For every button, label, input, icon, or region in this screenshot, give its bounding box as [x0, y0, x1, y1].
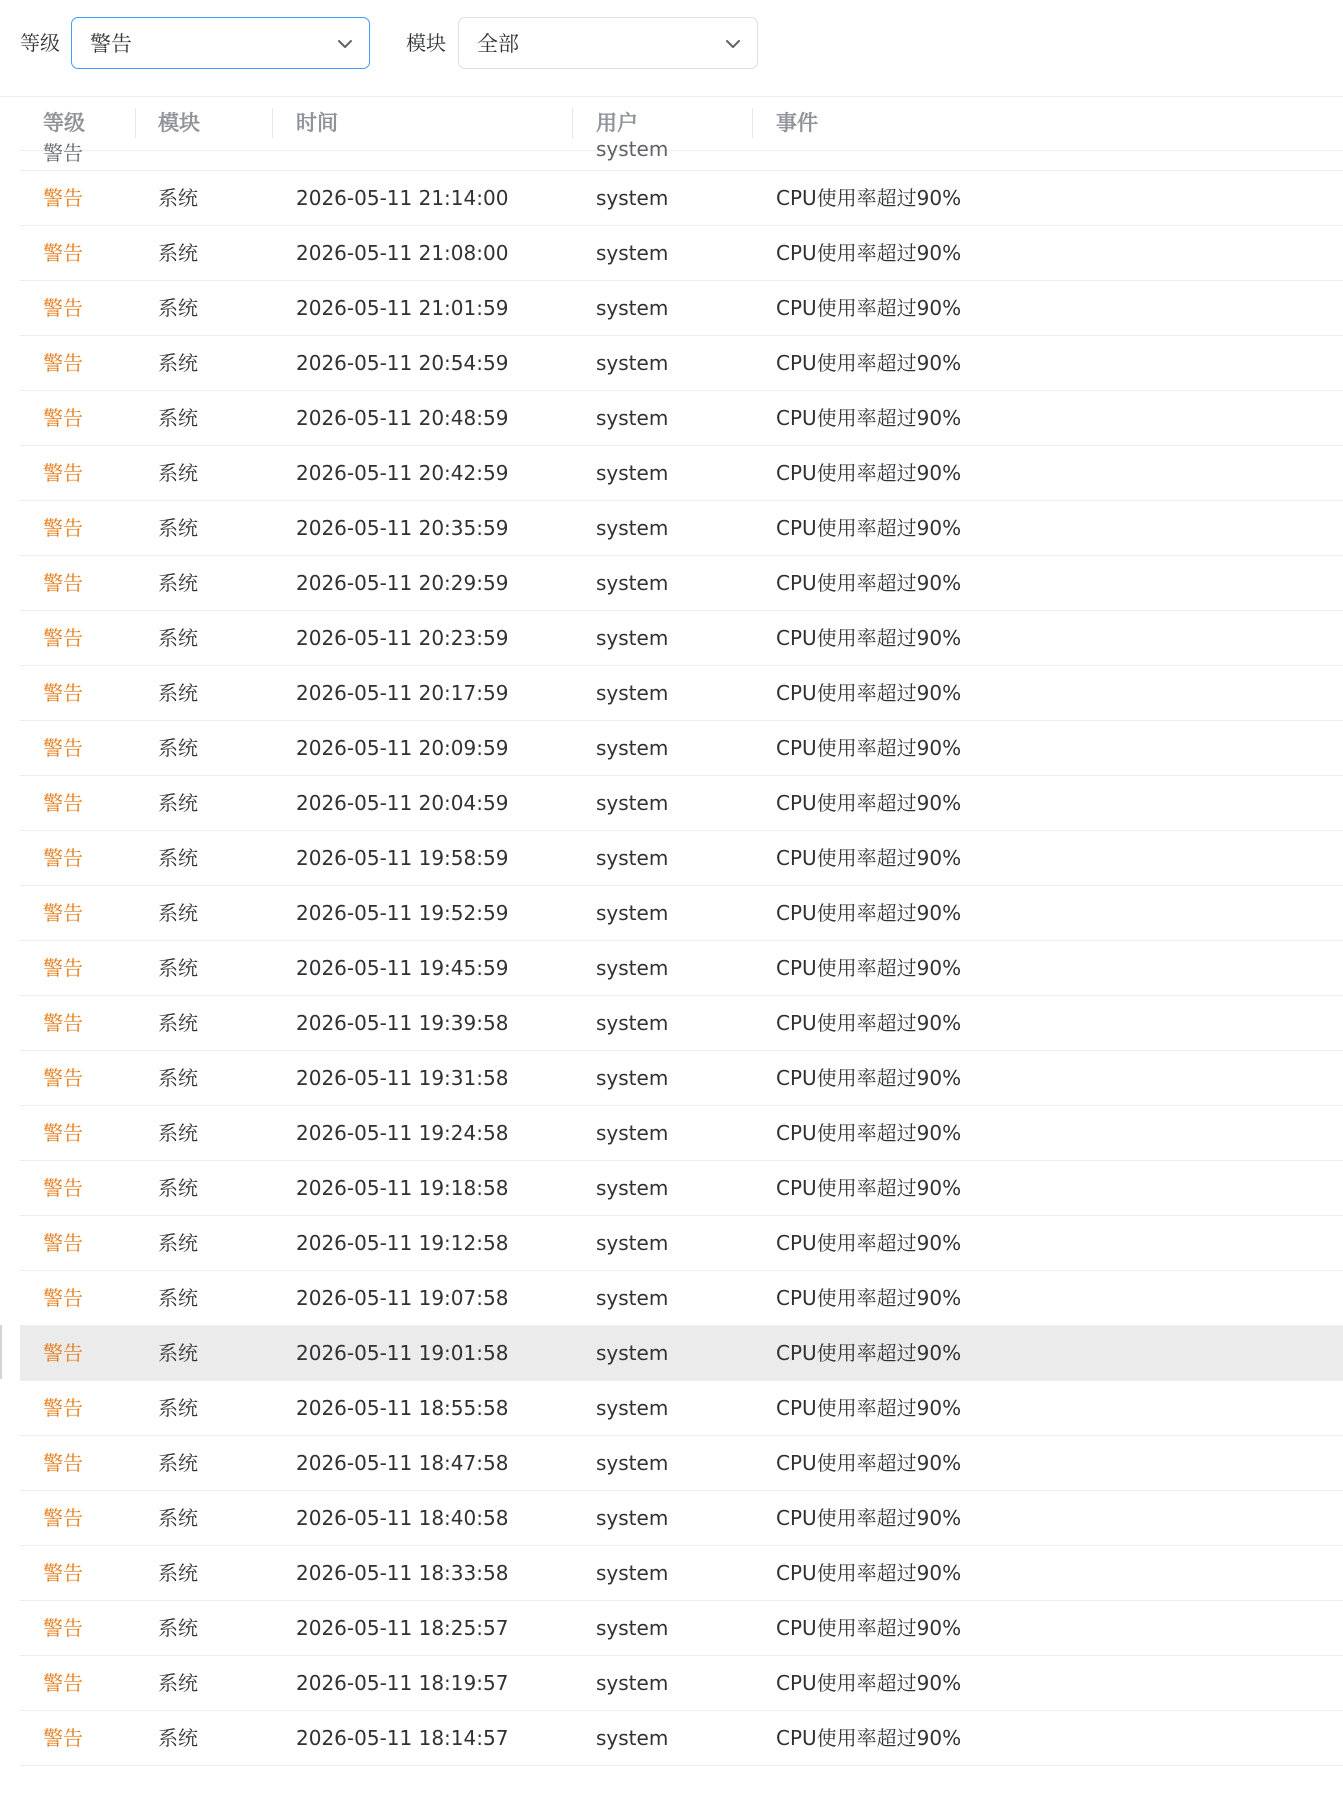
user-cell: system	[596, 1231, 669, 1255]
module-cell: 系统	[158, 736, 198, 760]
user-cell: system	[596, 956, 669, 980]
table-row[interactable]	[20, 776, 1343, 831]
time-cell: 2026-05-11 18:47:58	[296, 1451, 509, 1475]
time-cell: 2026-05-11 19:12:58	[296, 1231, 509, 1255]
user-cell: system	[596, 1506, 669, 1530]
event-cell: CPU使用率超过90%	[776, 1506, 962, 1530]
table-row[interactable]	[20, 336, 1343, 391]
time-cell: 2026-05-11 19:58:59	[296, 846, 509, 870]
table-row[interactable]	[20, 446, 1343, 501]
time-cell: 2026-05-11 19:18:58	[296, 1176, 509, 1200]
user-cell: system	[596, 1451, 669, 1475]
table-row[interactable]	[20, 611, 1343, 666]
table-row[interactable]	[20, 501, 1343, 556]
module-cell: 系统	[158, 1506, 198, 1530]
module-cell: 系统	[158, 296, 198, 320]
module-cell: 系统	[158, 1451, 198, 1475]
time-cell: 2026-05-11 20:23:59	[296, 626, 509, 650]
table-row[interactable]	[20, 666, 1343, 721]
event-cell: CPU使用率超过90%	[776, 406, 962, 430]
module-cell: 系统	[158, 1726, 198, 1750]
table-row[interactable]	[20, 886, 1343, 941]
level-cell: 警告	[43, 901, 83, 925]
module-cell: 系统	[158, 791, 198, 815]
level-cell: 警告	[43, 406, 83, 430]
column-resize-handle[interactable]	[272, 108, 273, 138]
table-header	[20, 96, 1343, 151]
table-row[interactable]	[20, 996, 1343, 1051]
module-cell: 系统	[158, 1176, 198, 1200]
time-cell: 2026-05-11 20:54:59	[296, 351, 509, 375]
user-cell: system	[596, 1121, 669, 1145]
module-cell: 系统	[158, 1011, 198, 1035]
table-row[interactable]	[20, 1546, 1343, 1601]
filter-bar	[0, 0, 1343, 92]
time-cell: 2026-05-11 18:55:58	[296, 1396, 509, 1420]
event-cell: CPU使用率超过90%	[776, 1011, 962, 1035]
user-cell: system	[596, 1396, 669, 1420]
user-cell: system	[596, 736, 669, 760]
user-cell: system	[596, 791, 669, 815]
user-cell: system	[596, 296, 669, 320]
level-cell: 警告	[43, 846, 83, 870]
module-cell: 系统	[158, 1231, 198, 1255]
user-cell: system	[596, 1286, 669, 1310]
column-resize-handle[interactable]	[752, 108, 753, 138]
table-row-partial	[20, 137, 1343, 171]
level-cell: 警告	[43, 1121, 83, 1145]
time-cell: 2026-05-11 20:42:59	[296, 461, 509, 485]
module-cell: 系统	[158, 406, 198, 430]
event-cell: CPU使用率超过90%	[776, 296, 962, 320]
row-hover-indicator	[0, 1325, 2, 1379]
event-cell: CPU使用率超过90%	[776, 1451, 962, 1475]
user-cell: system	[596, 1176, 669, 1200]
user-cell: system	[596, 1616, 669, 1640]
table-row[interactable]	[20, 1436, 1343, 1491]
table-row[interactable]	[20, 556, 1343, 611]
module-cell: 系统	[158, 1561, 198, 1585]
table-row[interactable]	[20, 1491, 1343, 1546]
table-row[interactable]	[20, 171, 1343, 226]
partial-row-text: system	[596, 137, 669, 161]
module-cell: 系统	[158, 681, 198, 705]
module-cell: 系统	[158, 1396, 198, 1420]
table-row[interactable]	[20, 1601, 1343, 1656]
module-cell: 系统	[158, 956, 198, 980]
time-cell: 2026-05-11 19:07:58	[296, 1286, 509, 1310]
level-cell: 警告	[43, 1231, 83, 1255]
event-cell: CPU使用率超过90%	[776, 1341, 962, 1365]
level-cell: 警告	[43, 626, 83, 650]
table-row[interactable]	[20, 1711, 1343, 1766]
user-cell: system	[596, 241, 669, 265]
event-log-table	[20, 96, 1343, 1766]
event-cell: CPU使用率超过90%	[776, 626, 962, 650]
level-cell: 警告	[43, 1616, 83, 1640]
module-cell: 系统	[158, 626, 198, 650]
time-cell: 2026-05-11 19:45:59	[296, 956, 509, 980]
event-cell: CPU使用率超过90%	[776, 1396, 962, 1420]
module-cell: 系统	[158, 846, 198, 870]
column-header-event[interactable]: 事件	[776, 111, 818, 135]
event-cell: CPU使用率超过90%	[776, 1671, 962, 1695]
user-cell: system	[596, 1066, 669, 1090]
module-cell: 系统	[158, 186, 198, 210]
event-cell: CPU使用率超过90%	[776, 1121, 962, 1145]
event-cell: CPU使用率超过90%	[776, 186, 962, 210]
time-cell: 2026-05-11 19:31:58	[296, 1066, 509, 1090]
table-row[interactable]	[20, 1271, 1343, 1326]
level-cell: 警告	[43, 1011, 83, 1035]
event-cell: CPU使用率超过90%	[776, 1231, 962, 1255]
time-cell: 2026-05-11 18:14:57	[296, 1726, 509, 1750]
table-row[interactable]	[20, 1161, 1343, 1216]
level-cell: 警告	[43, 1341, 83, 1365]
table-body	[20, 171, 1343, 1766]
table-row[interactable]	[20, 1106, 1343, 1161]
event-cell: CPU使用率超过90%	[776, 1616, 962, 1640]
time-cell: 2026-05-11 20:09:59	[296, 736, 509, 760]
chevron-down-icon	[337, 36, 353, 52]
time-cell: 2026-05-11 20:35:59	[296, 516, 509, 540]
level-cell: 警告	[43, 186, 83, 210]
user-cell: system	[596, 681, 669, 705]
user-cell: system	[596, 571, 669, 595]
user-cell: system	[596, 1341, 669, 1365]
user-cell: system	[596, 1561, 669, 1585]
level-cell: 警告	[43, 1726, 83, 1750]
level-cell: 警告	[43, 516, 83, 540]
time-cell: 2026-05-11 21:08:00	[296, 241, 509, 265]
module-cell: 系统	[158, 241, 198, 265]
time-cell: 2026-05-11 18:19:57	[296, 1671, 509, 1695]
time-cell: 2026-05-11 21:14:00	[296, 186, 509, 210]
event-cell: CPU使用率超过90%	[776, 1286, 962, 1310]
module-cell: 系统	[158, 1121, 198, 1145]
time-cell: 2026-05-11 20:17:59	[296, 681, 509, 705]
level-cell: 警告	[43, 1451, 83, 1475]
level-select[interactable]	[71, 17, 370, 69]
module-cell: 系统	[158, 901, 198, 925]
module-filter-label: 模块	[406, 31, 446, 55]
event-cell: CPU使用率超过90%	[776, 571, 962, 595]
level-cell: 警告	[43, 1066, 83, 1090]
event-cell: CPU使用率超过90%	[776, 791, 962, 815]
time-cell: 2026-05-11 20:29:59	[296, 571, 509, 595]
user-cell: system	[596, 351, 669, 375]
user-cell: system	[596, 846, 669, 870]
table-row[interactable]	[20, 281, 1343, 336]
time-cell: 2026-05-11 18:25:57	[296, 1616, 509, 1640]
table-row[interactable]	[20, 226, 1343, 281]
level-cell: 警告	[43, 1506, 83, 1530]
column-header-user[interactable]: 用户	[596, 111, 638, 135]
user-cell: system	[596, 461, 669, 485]
event-cell: CPU使用率超过90%	[776, 846, 962, 870]
column-header-level[interactable]: 等级	[43, 111, 85, 135]
event-cell: CPU使用率超过90%	[776, 516, 962, 540]
event-cell: CPU使用率超过90%	[776, 241, 962, 265]
user-cell: system	[596, 406, 669, 430]
module-cell: 系统	[158, 571, 198, 595]
user-cell: system	[596, 516, 669, 540]
event-cell: CPU使用率超过90%	[776, 1066, 962, 1090]
user-cell: system	[596, 1726, 669, 1750]
time-cell: 2026-05-11 20:04:59	[296, 791, 509, 815]
level-cell: 警告	[43, 241, 83, 265]
level-cell: 警告	[43, 791, 83, 815]
table-row[interactable]	[20, 721, 1343, 776]
level-cell: 警告	[43, 1286, 83, 1310]
module-cell: 系统	[158, 1616, 198, 1640]
level-select-value: 警告	[90, 32, 132, 56]
column-header-module[interactable]: 模块	[158, 111, 200, 135]
user-cell: system	[596, 1011, 669, 1035]
level-cell: 警告	[43, 956, 83, 980]
table-row[interactable]	[20, 1216, 1343, 1271]
level-cell: 警告	[43, 461, 83, 485]
module-cell: 系统	[158, 1341, 198, 1365]
table-row[interactable]	[20, 1326, 1343, 1381]
user-cell: system	[596, 1671, 669, 1695]
event-cell: CPU使用率超过90%	[776, 1176, 962, 1200]
module-cell: 系统	[158, 351, 198, 375]
table-row[interactable]	[20, 391, 1343, 446]
user-cell: system	[596, 626, 669, 650]
time-cell: 2026-05-11 19:52:59	[296, 901, 509, 925]
partial-row-text: 警告	[43, 141, 83, 165]
module-cell: 系统	[158, 516, 198, 540]
module-select-value: 全部	[477, 32, 519, 56]
level-cell: 警告	[43, 1671, 83, 1695]
user-cell: system	[596, 901, 669, 925]
level-cell: 警告	[43, 681, 83, 705]
time-cell: 2026-05-11 18:33:58	[296, 1561, 509, 1585]
time-cell: 2026-05-11 20:48:59	[296, 406, 509, 430]
event-cell: CPU使用率超过90%	[776, 956, 962, 980]
module-cell: 系统	[158, 1066, 198, 1090]
level-cell: 警告	[43, 296, 83, 320]
table-row[interactable]	[20, 1381, 1343, 1436]
level-cell: 警告	[43, 1561, 83, 1585]
module-cell: 系统	[158, 1286, 198, 1310]
module-cell: 系统	[158, 461, 198, 485]
chevron-down-icon	[725, 36, 741, 52]
user-cell: system	[596, 186, 669, 210]
level-cell: 警告	[43, 351, 83, 375]
event-cell: CPU使用率超过90%	[776, 351, 962, 375]
time-cell: 2026-05-11 18:40:58	[296, 1506, 509, 1530]
event-cell: CPU使用率超过90%	[776, 1726, 962, 1750]
level-cell: 警告	[43, 736, 83, 760]
time-cell: 2026-05-11 19:01:58	[296, 1341, 509, 1365]
level-cell: 警告	[43, 1396, 83, 1420]
column-resize-handle[interactable]	[572, 108, 573, 138]
event-cell: CPU使用率超过90%	[776, 1561, 962, 1585]
module-select[interactable]	[458, 17, 758, 69]
event-cell: CPU使用率超过90%	[776, 681, 962, 705]
level-cell: 警告	[43, 1176, 83, 1200]
event-cell: CPU使用率超过90%	[776, 461, 962, 485]
time-cell: 2026-05-11 19:24:58	[296, 1121, 509, 1145]
event-cell: CPU使用率超过90%	[776, 901, 962, 925]
level-filter-label: 等级	[20, 31, 60, 55]
column-resize-handle[interactable]	[135, 108, 136, 138]
column-header-time[interactable]: 时间	[296, 111, 338, 135]
table-row[interactable]	[20, 1051, 1343, 1106]
module-cell: 系统	[158, 1671, 198, 1695]
table-row[interactable]	[20, 941, 1343, 996]
time-cell: 2026-05-11 21:01:59	[296, 296, 509, 320]
event-cell: CPU使用率超过90%	[776, 736, 962, 760]
table-row[interactable]	[20, 831, 1343, 886]
time-cell: 2026-05-11 19:39:58	[296, 1011, 509, 1035]
level-cell: 警告	[43, 571, 83, 595]
table-row[interactable]	[20, 1656, 1343, 1711]
